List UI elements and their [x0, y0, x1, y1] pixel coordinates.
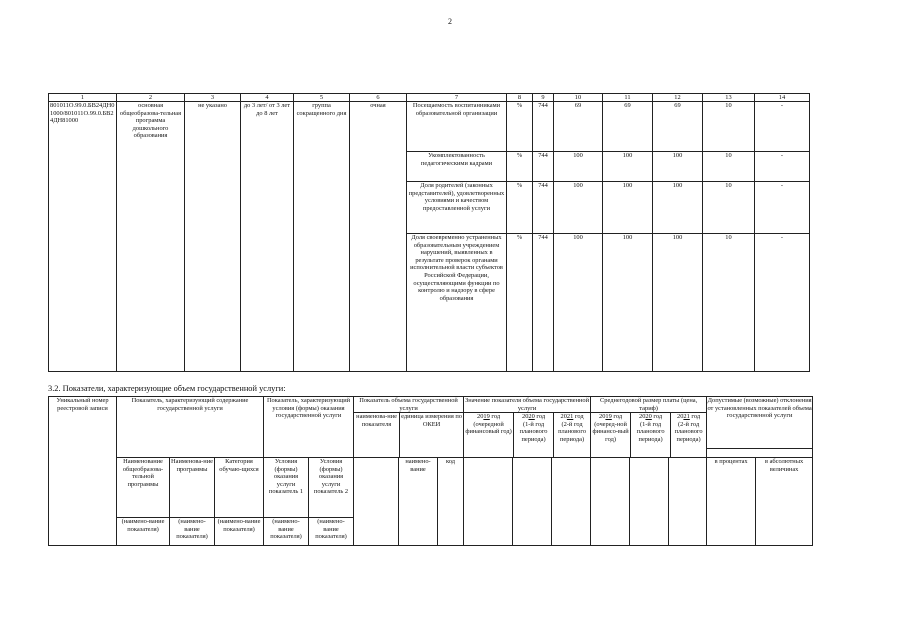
unit-code-header: код [438, 458, 464, 546]
price-cell [630, 458, 669, 546]
price-year-2019: 2019 год (очеред-ной финансо-вый год) [591, 413, 631, 457]
price-header: Среднегодовой размер платы (цена, тариф) [591, 397, 706, 413]
program-name: основная общеобразова-тельная программа дошкольного образования [117, 102, 185, 372]
deviation-percent: 10 [703, 152, 755, 182]
volume-unit-header: единица измерения по ОКЕИ [401, 413, 462, 428]
indicator-okei: 744 [533, 182, 554, 234]
indicator-value-2020: 100 [603, 234, 653, 372]
content-header: Показатель, характеризующий содержание государственной услуги [117, 397, 264, 458]
price-cell [669, 458, 707, 546]
deviation-header: Допустимые (возможные) отклонения от установленных показателей объема государственной услуги [707, 397, 812, 449]
column-number: 12 [653, 94, 703, 102]
indicator-value-2020: 100 [603, 152, 653, 182]
indicator-value-2020: 100 [603, 182, 653, 234]
indicator-value-2021: 69 [653, 102, 703, 152]
section-title: 3.2. Показатели, характеризующие объем государственной услуги: [48, 384, 286, 393]
column-number: 14 [755, 94, 810, 102]
sub-label: (наимено-вание показателя) [117, 518, 170, 546]
indicator-value-2019: 100 [554, 182, 603, 234]
indicator-okei: 744 [533, 152, 554, 182]
sub-label: (наимено-вание показателя) [215, 518, 264, 546]
deviation-absolute-header: в абсолютных величинах [756, 458, 813, 546]
deviation-absolute: - [755, 152, 810, 182]
page-number: 2 [448, 17, 452, 26]
content-col-header: Категория обучаю-щихся [215, 458, 264, 518]
indicator-value-2019: 100 [554, 234, 603, 372]
indicator-unit: % [507, 182, 533, 234]
deviation-absolute: - [755, 182, 810, 234]
volume-header: Показатель объема государственной услуги [354, 397, 463, 413]
quality-indicators-table [48, 93, 810, 372]
sub-label: (наимено-вание показателя) [264, 518, 309, 546]
column-number: 10 [554, 94, 603, 102]
value-cell [513, 458, 552, 546]
column-number: 11 [603, 94, 653, 102]
column-number: 2 [117, 94, 185, 102]
price-year-2020: 2020 год (1-й год планового периода) [631, 413, 671, 457]
condition-col-header: Условия (формы) оказания услуги показатель 2 [309, 458, 354, 518]
indicator-value-2021: 100 [653, 182, 703, 234]
deviation-percent: 10 [703, 182, 755, 234]
deviation-absolute: - [755, 234, 810, 372]
column-number: 8 [507, 94, 533, 102]
indicator-unit: % [507, 102, 533, 152]
value-cell [464, 458, 513, 546]
column-number: 9 [533, 94, 554, 102]
indicator-unit: % [507, 152, 533, 182]
volume-header-group [354, 397, 464, 458]
volume-name-cell [354, 458, 399, 546]
price-cell [591, 458, 630, 546]
indicator-name: Посещаемость воспитанниками образовательной организации [407, 102, 507, 152]
volume-indicators-table [48, 396, 813, 546]
unit-name-header: наимено-вание [399, 458, 438, 546]
unique-record-number: 801011О.99.0.БВ24ДН01000/801011О.99.0.БВ24ДН81000 [49, 102, 117, 372]
group-type: группа сокращенного дня [294, 102, 350, 372]
column-number-row [49, 94, 810, 102]
column-number: 13 [703, 94, 755, 102]
column-number: 4 [241, 94, 294, 102]
indicator-name: Доля своевременно устраненных образовательным учреждением нарушений, выявленных в результате проверок органами исполнительной власти субъектов Российской Федерации, осуществляющими функции по контролю и надзору в сфере образования [407, 234, 507, 372]
education-form: очная [350, 102, 407, 372]
column-number: 5 [294, 94, 350, 102]
deviation-percent-header: в процентах [707, 458, 756, 546]
content-col-header: Наименование общеобразова-тельной программы [117, 458, 170, 518]
unique-number-header: Уникальный номер реестровой записи [49, 397, 117, 546]
indicator-name: Укомплектованность педагогическими кадрами [407, 152, 507, 182]
header-row [49, 458, 813, 518]
column-number: 1 [49, 94, 117, 102]
column-number: 3 [185, 94, 241, 102]
price-header-group [591, 397, 707, 458]
indicator-value-2019: 69 [554, 102, 603, 152]
sub-label: (наимено-вание показателя) [170, 518, 215, 546]
indicator-name: Доля родителей (законных представителей), удовлетворенных условиями и качеством предоставленной услуги [407, 182, 507, 234]
deviation-absolute: - [755, 102, 810, 152]
header-row [49, 397, 813, 458]
conditions-header: Показатель, характеризующий условия (формы) оказания государственной услуги [264, 397, 354, 458]
indicator-value-2021: 100 [653, 234, 703, 372]
sub-label: (наимено-вание показателя) [309, 518, 354, 546]
indicator-value-2019: 100 [554, 152, 603, 182]
table-row [49, 102, 810, 152]
deviation-percent: 10 [703, 234, 755, 372]
deviation-header-group [707, 397, 813, 458]
value-year-2019: 2019 год (очередной финансовый год) [464, 413, 514, 457]
column-number: 6 [350, 94, 407, 102]
volume-name-header: наименова-ние показателя [354, 413, 400, 457]
content-col-header: Наименова-ние программы [170, 458, 215, 518]
value-cell [552, 458, 591, 546]
student-age: до 3 лет/ от 3 лет до 8 лет [241, 102, 294, 372]
condition-col-header: Условия (формы) оказания услуги показатель 1 [264, 458, 309, 518]
indicator-unit: % [507, 234, 533, 372]
column-number: 7 [407, 94, 507, 102]
indicator-value-2021: 100 [653, 152, 703, 182]
value-header: Значение показателя объема государственной услуги [465, 397, 590, 412]
indicator-okei: 744 [533, 234, 554, 372]
price-year-2021: 2021 год (2-й год планового периода) [674, 413, 703, 443]
indicator-okei: 744 [533, 102, 554, 152]
indicator-value-2020: 69 [603, 102, 653, 152]
value-header-group [464, 397, 591, 458]
value-year-2021: 2021 год (2-й год планового периода) [558, 413, 587, 443]
student-category: не указано [185, 102, 241, 372]
value-year-2020: 2020 год (1-й год планового периода) [514, 413, 554, 457]
deviation-percent: 10 [703, 102, 755, 152]
